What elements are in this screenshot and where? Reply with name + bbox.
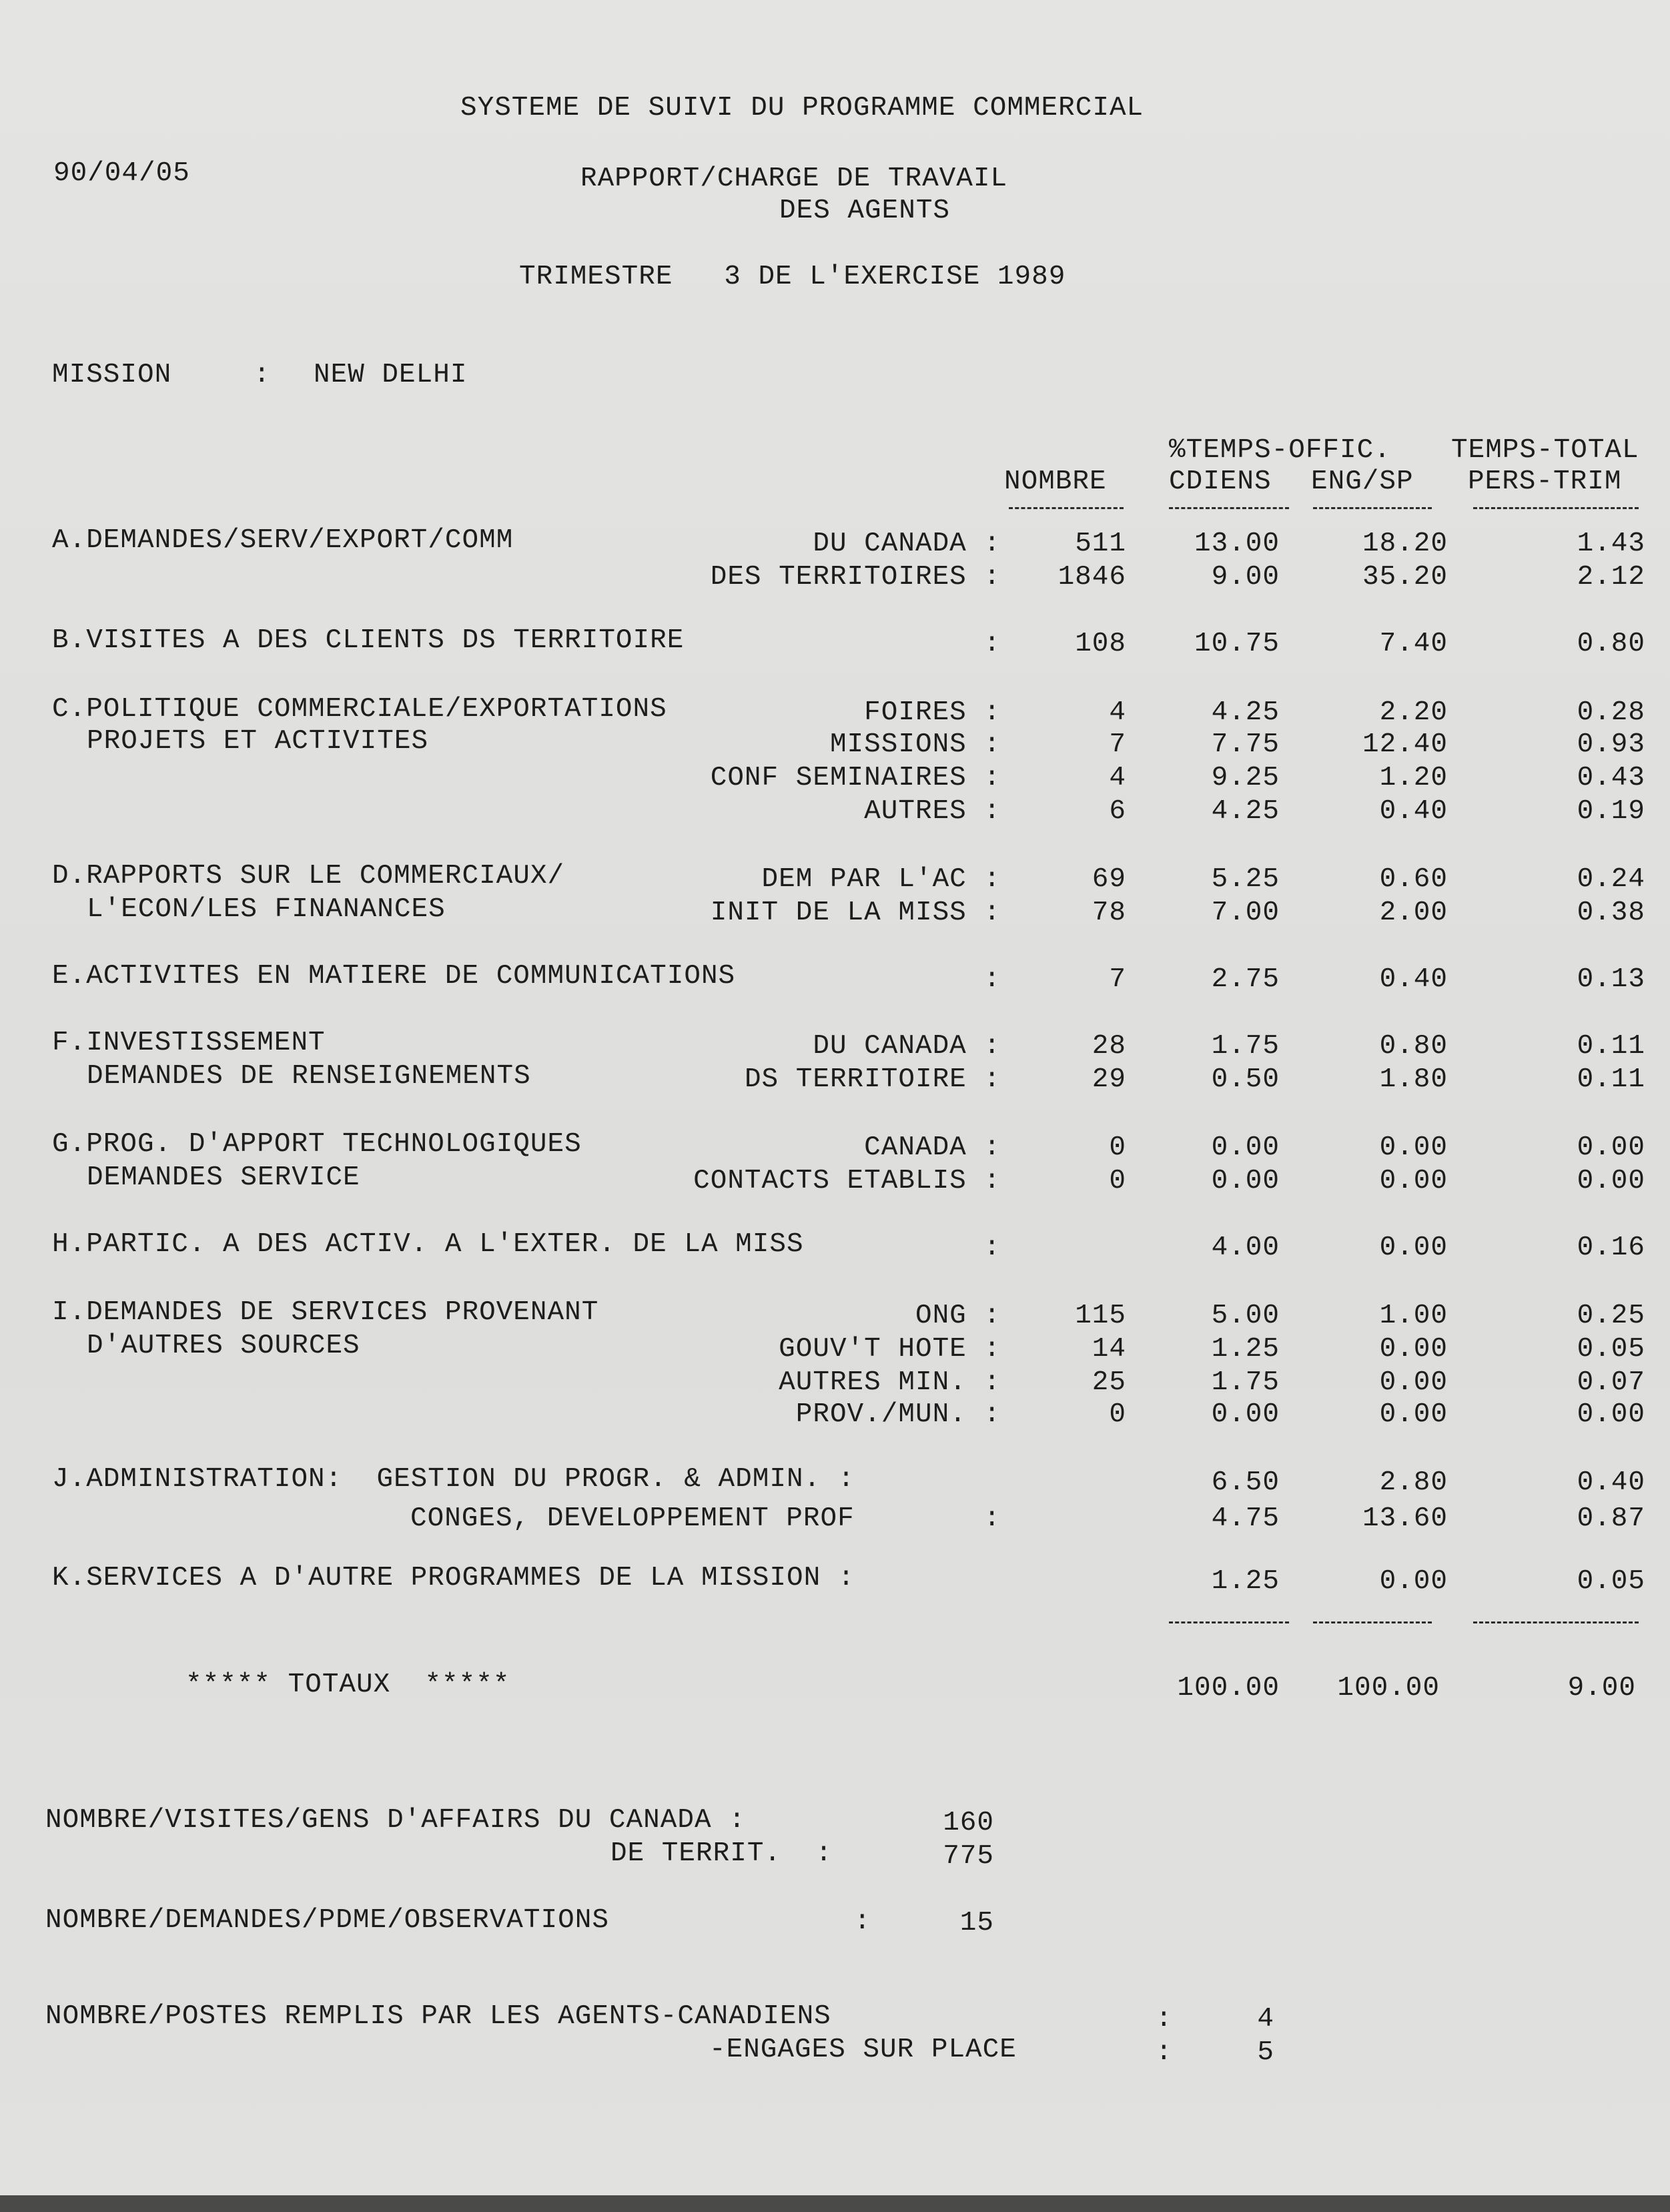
row-engsp: 1.20 bbox=[1379, 763, 1448, 793]
row-engsp: 0.00 bbox=[1379, 1132, 1448, 1163]
row-pers-trim: 1.43 bbox=[1577, 528, 1645, 559]
postes-canadiens-label: NOMBRE/POSTES REMPLIS PAR LES AGENTS-CANADIENS bbox=[45, 2001, 831, 2032]
row-category-label: GOUV'T HOTE : bbox=[779, 1334, 1001, 1365]
col-group-temps-offic: %TEMPS-OFFIC. bbox=[1169, 435, 1391, 466]
postes-engages-value: 5 bbox=[1257, 2037, 1274, 2068]
row-cdiens: 4.25 bbox=[1211, 796, 1280, 827]
system-title: SYSTEME DE SUIVI DU PROGRAMME COMMERCIAL bbox=[460, 93, 1144, 123]
postes-engages-separator: : bbox=[1156, 2037, 1173, 2068]
row-nombre: 4 bbox=[1109, 763, 1126, 793]
row-pers-trim: 0.25 bbox=[1577, 1301, 1645, 1331]
row-cdiens: 13.00 bbox=[1194, 528, 1280, 559]
row-cdiens: 9.25 bbox=[1211, 763, 1280, 793]
row-engsp: 0.00 bbox=[1379, 1367, 1448, 1398]
row-engsp: 0.00 bbox=[1379, 1166, 1448, 1196]
row-section-label: DEMANDES DE RENSEIGNEMENTS bbox=[87, 1061, 531, 1092]
row-engsp: 0.00 bbox=[1379, 1399, 1448, 1430]
totals-rule-engsp bbox=[1313, 1621, 1432, 1623]
row-pers-trim: 0.07 bbox=[1577, 1367, 1645, 1398]
row-category-label: : bbox=[983, 964, 1001, 995]
row-nombre: 14 bbox=[1092, 1334, 1126, 1365]
row-nombre: 7 bbox=[1109, 964, 1126, 995]
col-cdiens: CDIENS bbox=[1169, 466, 1272, 497]
pdme-value: 15 bbox=[959, 1908, 994, 1938]
row-pers-trim: 2.12 bbox=[1577, 562, 1645, 593]
row-nombre: 511 bbox=[1075, 528, 1126, 559]
header-rule-nombre bbox=[1009, 507, 1124, 509]
row-nombre: 4 bbox=[1109, 697, 1126, 728]
row-cdiens: 6.50 bbox=[1211, 1467, 1280, 1498]
row-nombre: 78 bbox=[1092, 897, 1126, 928]
header-rule-engsp bbox=[1313, 507, 1432, 509]
row-section-label: B.VISITES A DES CLIENTS DS TERRITOIRE bbox=[52, 625, 685, 656]
row-section-label: D.RAPPORTS SUR LE COMMERCIAUX/ bbox=[52, 861, 565, 891]
header-rule-pers bbox=[1473, 507, 1639, 509]
row-nombre: 7 bbox=[1109, 729, 1126, 760]
row-nombre: 29 bbox=[1092, 1064, 1126, 1095]
row-section-label: DEMANDES SERVICE bbox=[87, 1162, 360, 1193]
row-category-label: DS TERRITOIRE : bbox=[744, 1064, 1001, 1095]
row-category-label: AUTRES MIN. : bbox=[779, 1367, 1001, 1398]
totals-rule-cdiens bbox=[1169, 1621, 1289, 1623]
row-cdiens: 4.75 bbox=[1211, 1503, 1280, 1534]
row-nombre: 1846 bbox=[1058, 562, 1126, 593]
row-pers-trim: 0.43 bbox=[1577, 763, 1645, 793]
row-cdiens: 7.00 bbox=[1211, 897, 1280, 928]
totals-engsp: 100.00 bbox=[1337, 1673, 1440, 1704]
visites-territ-label: DE TERRIT. : bbox=[610, 1838, 833, 1869]
row-cdiens: 5.25 bbox=[1211, 864, 1280, 895]
row-section-label: J.ADMINISTRATION: GESTION DU PROGR. & ADMIN. : bbox=[52, 1464, 855, 1495]
row-cdiens: 1.75 bbox=[1211, 1367, 1280, 1398]
row-cdiens: 0.00 bbox=[1211, 1399, 1280, 1430]
row-category-label: PROV./MUN. : bbox=[795, 1399, 1001, 1430]
visites-canada-label: NOMBRE/VISITES/GENS D'AFFAIRS DU CANADA : bbox=[45, 1805, 746, 1836]
row-pers-trim: 0.13 bbox=[1577, 964, 1645, 995]
row-nombre: 115 bbox=[1075, 1301, 1126, 1331]
row-cdiens: 1.75 bbox=[1211, 1031, 1280, 1062]
row-nombre: 6 bbox=[1109, 796, 1126, 827]
totals-pers: 9.00 bbox=[1567, 1673, 1636, 1704]
row-cdiens: 0.50 bbox=[1211, 1064, 1280, 1095]
pdme-label: NOMBRE/DEMANDES/PDME/OBSERVATIONS bbox=[45, 1905, 609, 1936]
row-category-label: DEM PAR L'AC : bbox=[761, 864, 1001, 895]
row-cdiens: 4.25 bbox=[1211, 697, 1280, 728]
col-nombre: NOMBRE bbox=[1004, 466, 1107, 497]
row-pers-trim: 0.19 bbox=[1577, 796, 1645, 827]
row-section-label: K.SERVICES A D'AUTRE PROGRAMMES DE LA MISSION : bbox=[52, 1563, 855, 1593]
row-category-label: FOIRES : bbox=[864, 697, 1001, 728]
col-temps-total: TEMPS-TOTAL bbox=[1451, 435, 1639, 466]
report-title-line1: RAPPORT/CHARGE DE TRAVAIL bbox=[580, 163, 1008, 194]
scan-bottom-edge bbox=[0, 2195, 1670, 2212]
row-engsp: 0.00 bbox=[1379, 1334, 1448, 1365]
totals-rule-pers bbox=[1473, 1621, 1639, 1623]
row-category-label: AUTRES : bbox=[864, 796, 1001, 827]
row-nombre: 0 bbox=[1109, 1166, 1126, 1196]
row-category-label: DU CANADA : bbox=[813, 528, 1001, 559]
row-section-label: G.PROG. D'APPORT TECHNOLOGIQUES bbox=[52, 1129, 582, 1160]
row-engsp: 0.00 bbox=[1379, 1566, 1448, 1597]
row-category-label: CONTACTS ETABLIS : bbox=[693, 1166, 1001, 1196]
row-engsp: 18.20 bbox=[1362, 528, 1448, 559]
row-engsp: 0.40 bbox=[1379, 964, 1448, 995]
row-engsp: 35.20 bbox=[1362, 562, 1448, 593]
totals-cdiens: 100.00 bbox=[1177, 1673, 1280, 1704]
row-engsp: 2.20 bbox=[1379, 697, 1448, 728]
row-nombre: 0 bbox=[1109, 1132, 1126, 1163]
row-engsp: 0.60 bbox=[1379, 864, 1448, 895]
row-pers-trim: 0.11 bbox=[1577, 1064, 1645, 1095]
row-pers-trim: 0.05 bbox=[1577, 1334, 1645, 1365]
row-pers-trim: 0.38 bbox=[1577, 897, 1645, 928]
row-cdiens: 10.75 bbox=[1194, 629, 1280, 659]
col-engsp: ENG/SP bbox=[1311, 466, 1414, 497]
row-cdiens: 0.00 bbox=[1211, 1132, 1280, 1163]
row-pers-trim: 0.16 bbox=[1577, 1232, 1645, 1263]
row-section-label: D'AUTRES SOURCES bbox=[87, 1331, 360, 1361]
row-section-label: A.DEMANDES/SERV/EXPORT/COMM bbox=[52, 525, 514, 556]
row-engsp: 1.80 bbox=[1379, 1064, 1448, 1095]
row-section-label: L'ECON/LES FINANANCES bbox=[87, 894, 446, 925]
row-pers-trim: 0.00 bbox=[1577, 1166, 1645, 1196]
postes-engages-label: -ENGAGES SUR PLACE bbox=[709, 2035, 1017, 2065]
row-category-label: CONF SEMINAIRES : bbox=[710, 763, 1001, 793]
row-cdiens: 4.00 bbox=[1211, 1232, 1280, 1263]
pdme-separator: : bbox=[854, 1906, 871, 1937]
report-title-line2: DES AGENTS bbox=[779, 196, 951, 226]
row-engsp: 0.40 bbox=[1379, 796, 1448, 827]
row-category-label: CANADA : bbox=[864, 1132, 1001, 1163]
report-date: 90/04/05 bbox=[53, 158, 190, 189]
mission-value: NEW DELHI bbox=[314, 360, 468, 390]
row-engsp: 7.40 bbox=[1379, 629, 1448, 659]
row-pers-trim: 0.28 bbox=[1577, 697, 1645, 728]
header-rule-cdiens bbox=[1169, 507, 1289, 509]
col-pers-trim: PERS-TRIM bbox=[1468, 466, 1622, 497]
row-engsp: 1.00 bbox=[1379, 1301, 1448, 1331]
row-nombre: 28 bbox=[1092, 1031, 1126, 1062]
row-nombre: 108 bbox=[1075, 629, 1126, 659]
mission-separator: : bbox=[254, 360, 271, 390]
row-cdiens: 1.25 bbox=[1211, 1334, 1280, 1365]
totals-label: ***** TOTAUX ***** bbox=[185, 1670, 510, 1700]
row-cdiens: 5.00 bbox=[1211, 1301, 1280, 1331]
row-engsp: 0.80 bbox=[1379, 1031, 1448, 1062]
row-category-label: MISSIONS : bbox=[829, 729, 1001, 760]
row-cdiens: 7.75 bbox=[1211, 729, 1280, 760]
row-cdiens: 9.00 bbox=[1211, 562, 1280, 593]
row-section-label: H.PARTIC. A DES ACTIV. A L'EXTER. DE LA MISS bbox=[52, 1229, 804, 1260]
row-engsp: 0.00 bbox=[1379, 1232, 1448, 1263]
row-cdiens: 0.00 bbox=[1211, 1166, 1280, 1196]
row-pers-trim: 0.87 bbox=[1577, 1503, 1645, 1534]
row-engsp: 13.60 bbox=[1362, 1503, 1448, 1534]
row-pers-trim: 0.05 bbox=[1577, 1566, 1645, 1597]
row-pers-trim: 0.80 bbox=[1577, 629, 1645, 659]
row-category-label: DU CANADA : bbox=[813, 1031, 1001, 1062]
row-pers-trim: 0.11 bbox=[1577, 1031, 1645, 1062]
row-category-label: ONG : bbox=[915, 1301, 1001, 1331]
row-pers-trim: 0.40 bbox=[1577, 1467, 1645, 1498]
row-cdiens: 1.25 bbox=[1211, 1566, 1280, 1597]
row-engsp: 2.00 bbox=[1379, 897, 1448, 928]
row-pers-trim: 0.24 bbox=[1577, 864, 1645, 895]
row-section-label: PROJETS ET ACTIVITES bbox=[87, 726, 429, 757]
postes-canadiens-value: 4 bbox=[1257, 2004, 1274, 2035]
visites-territ-value: 775 bbox=[943, 1841, 994, 1872]
report-period: TRIMESTRE 3 DE L'EXERCISE 1989 bbox=[519, 262, 1066, 292]
row-pers-trim: 0.93 bbox=[1577, 729, 1645, 760]
row-nombre: 25 bbox=[1092, 1367, 1126, 1398]
postes-canadiens-separator: : bbox=[1156, 2004, 1173, 2035]
row-subsection-label: CONGES, DEVELOPPEMENT PROF bbox=[410, 1503, 855, 1534]
row-cdiens: 2.75 bbox=[1211, 964, 1280, 995]
row-category-label: : bbox=[983, 629, 1001, 659]
row-category-label: : bbox=[983, 1503, 1001, 1534]
row-engsp: 12.40 bbox=[1362, 729, 1448, 760]
row-pers-trim: 0.00 bbox=[1577, 1399, 1645, 1430]
row-section-label: I.DEMANDES DE SERVICES PROVENANT bbox=[52, 1297, 599, 1328]
row-category-label: : bbox=[983, 1232, 1001, 1263]
row-section-label: F.INVESTISSEMENT bbox=[52, 1028, 326, 1058]
row-nombre: 69 bbox=[1092, 864, 1126, 895]
mission-label: MISSION bbox=[52, 360, 172, 390]
row-category-label: INIT DE LA MISS : bbox=[710, 897, 1001, 928]
row-category-label: DES TERRITOIRES : bbox=[710, 562, 1001, 593]
row-engsp: 2.80 bbox=[1379, 1467, 1448, 1498]
visites-canada-value: 160 bbox=[943, 1808, 994, 1838]
row-section-label: C.POLITIQUE COMMERCIALE/EXPORTATIONS bbox=[52, 694, 667, 725]
row-nombre: 0 bbox=[1109, 1399, 1126, 1430]
row-section-label: E.ACTIVITES EN MATIERE DE COMMUNICATIONS bbox=[52, 961, 736, 992]
row-pers-trim: 0.00 bbox=[1577, 1132, 1645, 1163]
